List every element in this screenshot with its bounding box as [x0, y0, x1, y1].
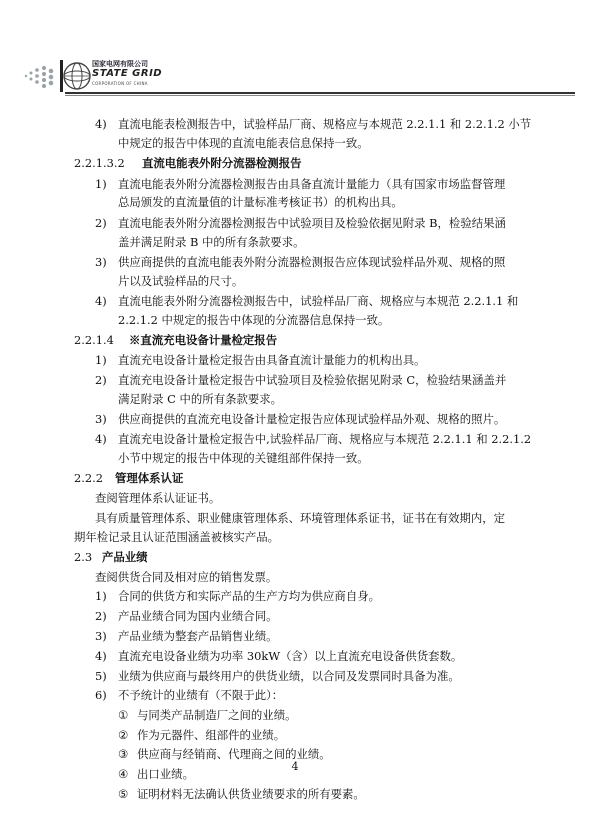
paragraph-line: 出口业绩。 [137, 767, 194, 781]
section-number: 2.2.1.4 [74, 333, 114, 347]
state-grid-logo [22, 58, 92, 94]
company-name-cn: 国家电网有限公司 [92, 60, 148, 68]
paragraph-line: 直流电能表检测报告中，试验样品厂商、规格应与本规范 2.2.1.1 和 2.2.1.2 小节 [118, 117, 532, 131]
list-number: 2) [95, 373, 107, 387]
sub-list-number: ④ [118, 767, 129, 781]
sub-list-number: ⑤ [118, 787, 129, 801]
list-number: 3) [95, 255, 107, 269]
page-number: 4 [291, 760, 299, 773]
list-number: 4) [95, 117, 107, 131]
paragraph-line: 产品业绩为整套产品销售业绩。 [118, 629, 278, 643]
list-number: 3) [95, 412, 107, 426]
sub-list-number: ② [118, 728, 129, 742]
paragraph-line: 直流充电设备计量检定报告中试验项目及检验依据见附录 C，检验结果涵盖并 [118, 373, 507, 387]
brand-name: STATE GRID [92, 68, 163, 79]
list-number: 4) [95, 294, 107, 308]
brand-subtitle: CORPORATION OF CHINA [92, 81, 148, 86]
paragraph-line: 不予统计的业绩有（不限于此）： [118, 688, 284, 702]
paragraph-line: 直流充电设备业绩为功率 30kW（含）以上直流充电设备供货套数。 [118, 649, 463, 663]
paragraph-line: 业绩为供应商与最终用户的供货业绩，以合同及发票同时具备为准。 [118, 669, 460, 683]
paragraph-line: 总局颁发的直流量值的计量标准考核证书）的机构出具。 [118, 195, 403, 209]
list-number: 6) [95, 688, 107, 702]
list-number: 3) [95, 629, 107, 643]
section-heading: ※直流充电设备计量检定报告 [129, 333, 278, 347]
paragraph-line: 直流电能表外附分流器检测报告中试验项目及检验依据见附录 B，检验结果涵 [118, 216, 506, 230]
sub-list-number: ③ [118, 747, 129, 761]
paragraph-line: 直流充电设备计量检定报告中,试验样品厂商、规格应与本规范 2.2.1.1 和 2.2.1.2 [118, 432, 532, 446]
list-number: 4) [95, 432, 107, 446]
list-number: 1) [95, 589, 107, 603]
paragraph-line: 直流充电设备计量检定报告由具备直流计量能力的机构出具。 [118, 353, 426, 367]
paragraph-line: 具有质量管理体系、职业健康管理体系、环境管理体系证书，证书在有效期内，定 [95, 511, 506, 525]
header-rule [65, 92, 575, 94]
paragraph-line: 产品业绩合同为国内业绩合同。 [118, 609, 278, 623]
section-heading: 管理体系认证 [115, 471, 184, 485]
section-number: 2.2.2 [74, 471, 103, 485]
header-rule-thin [65, 95, 575, 96]
paragraph-line: 查阅供货合同及相对应的销售发票。 [95, 570, 278, 584]
section-number: 2.2.1.3.2 [74, 156, 125, 170]
paragraph-line: 合同的供货方和实际产品的生产方均为供应商自身。 [118, 589, 380, 603]
list-number: 2) [95, 609, 107, 623]
paragraph-line: 片以及试验样品的尺寸。 [118, 274, 244, 288]
list-number: 1) [95, 177, 107, 191]
section-heading: 直流电能表外附分流器检测报告 [142, 156, 302, 170]
list-number: 1) [95, 353, 107, 367]
page-header [0, 0, 590, 100]
section-heading: 产品业绩 [102, 550, 148, 564]
paragraph-line: 小节中规定的报告中体现的关键组部件保持一致。 [118, 451, 369, 465]
paragraph-line: 作为元器件、组部件的业绩。 [137, 728, 286, 742]
paragraph-line: 直流电能表外附分流器检测报告由具备直流计量能力（具有国家市场监督管理 [118, 177, 506, 191]
list-number: 5) [95, 669, 107, 683]
sub-list-number: ① [118, 708, 129, 722]
paragraph-line: 供应商提供的直流电能表外附分流器检测报告应体现试验样品外观、规格的照 [118, 255, 506, 269]
paragraph-line: 与同类产品制造厂之间的业绩。 [137, 708, 297, 722]
section-number: 2.3 [74, 550, 93, 564]
list-number: 4) [95, 649, 107, 663]
paragraph-line: 满足附录 C 中的所有条款要求。 [118, 392, 283, 406]
list-number: 2) [95, 216, 107, 230]
paragraph-line: 2.2.1.2 中规定的报告中体现的分流器信息保持一致。 [118, 313, 390, 327]
paragraph-line: 证明材料无法确认供货业绩要求的所有要素。 [137, 787, 365, 801]
paragraph-line: 期年检记录且认证范围涵盖被核实产品。 [74, 530, 280, 544]
paragraph-line: 供应商提供的直流充电设备计量检定报告应体现试验样品外观、规格的照片。 [118, 412, 506, 426]
paragraph-line: 供应商与经销商、代理商之间的业绩。 [137, 747, 331, 761]
paragraph-line: 直流电能表外附分流器检测报告中，试验样品厂商、规格应与本规范 2.2.1.1 和 [118, 294, 519, 308]
paragraph-line: 盖并满足附录 B 中的所有条款要求。 [118, 235, 305, 249]
paragraph-line: 中规定的报告中体现的直流电能表信息保持一致。 [118, 136, 369, 150]
paragraph-line: 查阅管理体系认证证书。 [95, 491, 221, 505]
